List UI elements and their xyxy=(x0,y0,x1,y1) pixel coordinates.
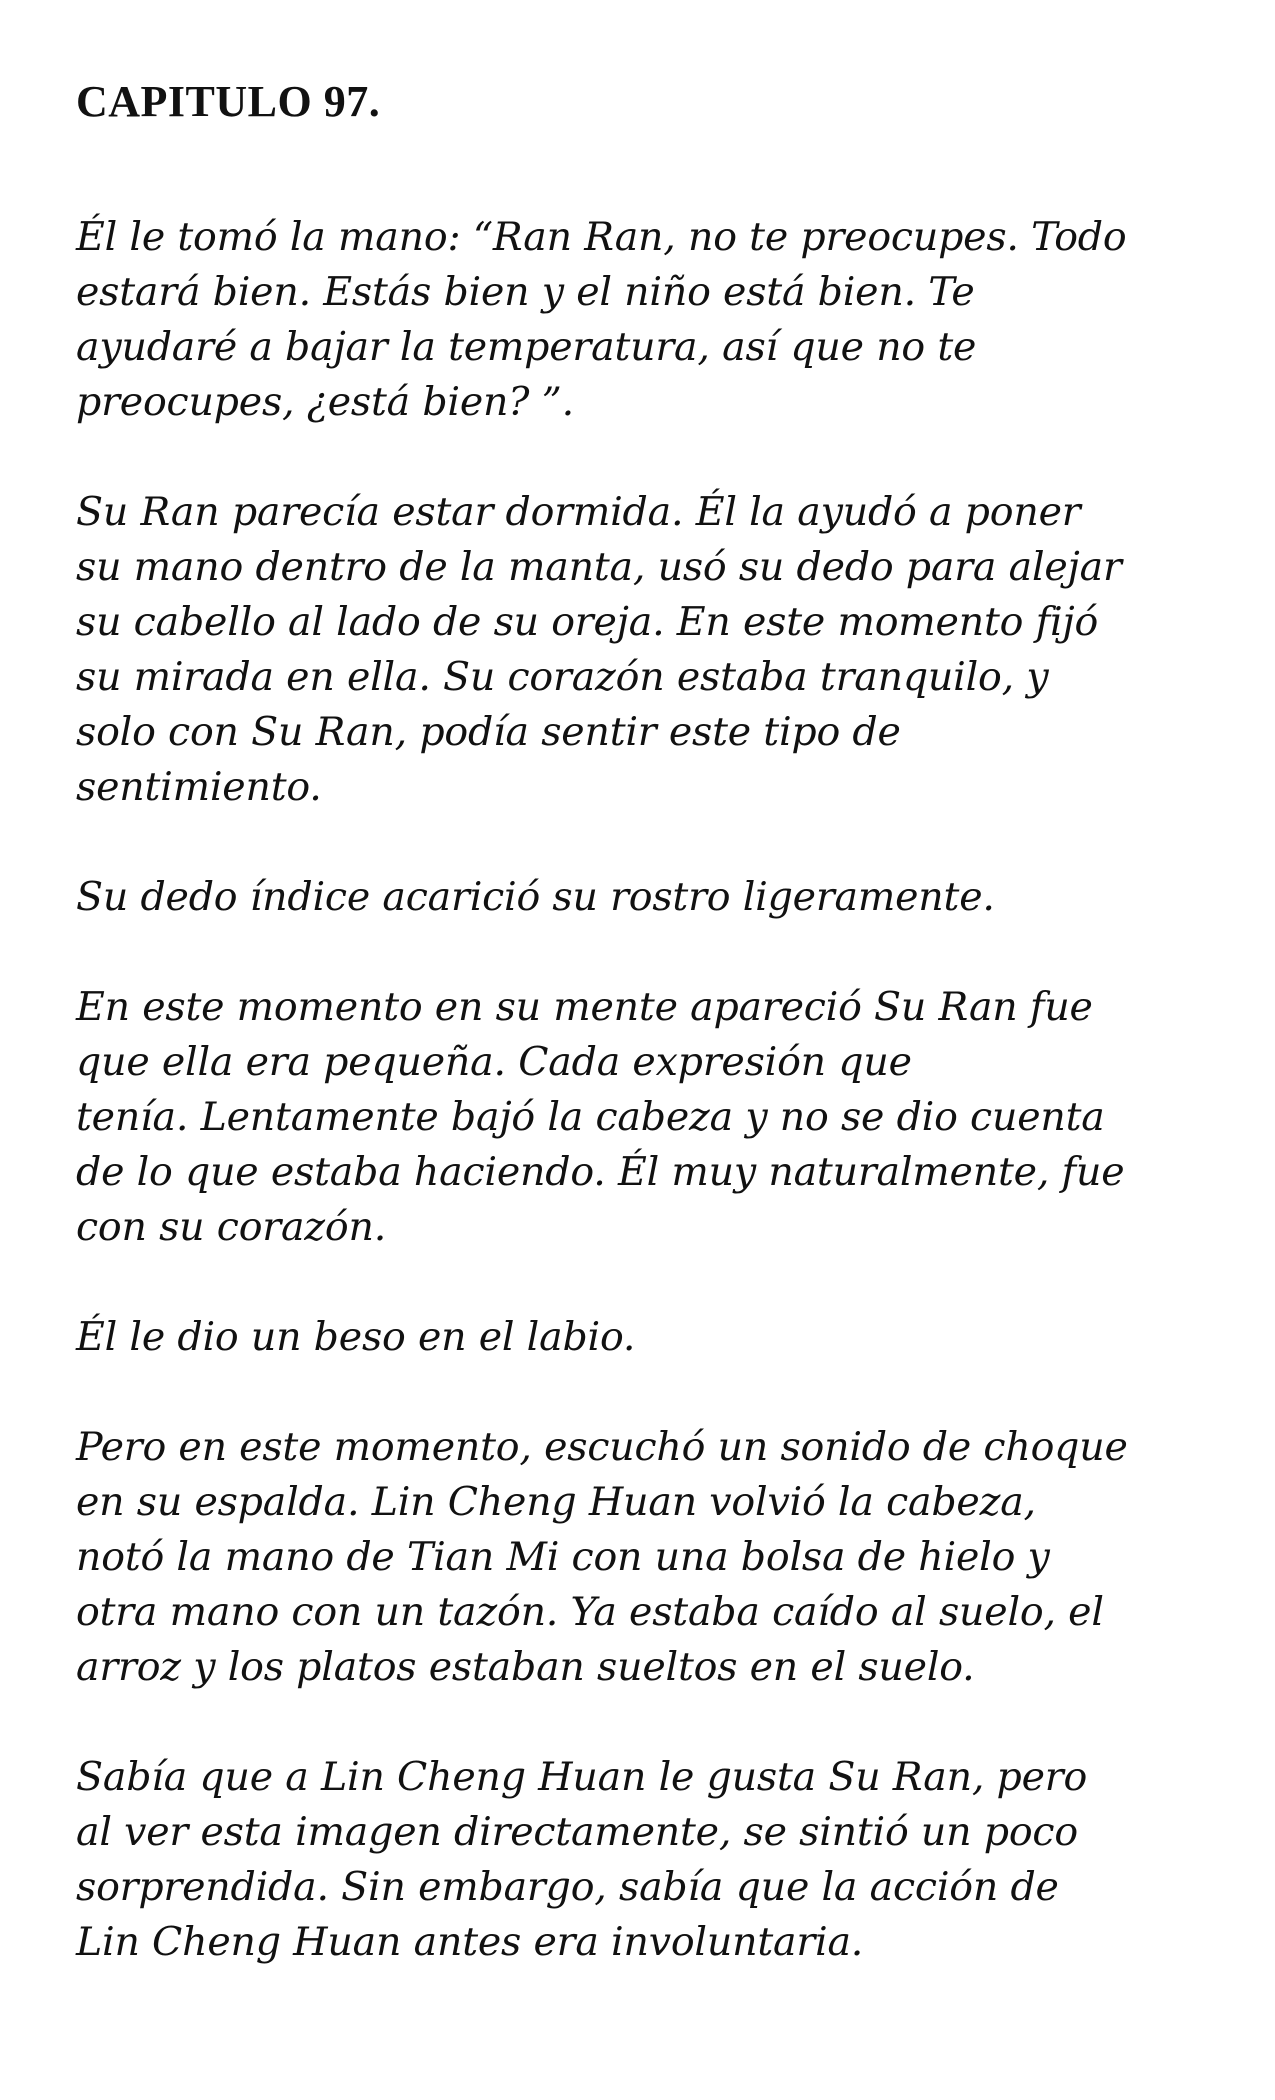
text-line: Sabía que a Lin Cheng Huan le gusta Su Ran, pero xyxy=(76,1754,1088,1800)
text-line: de lo que estaba haciendo. Él muy naturalmente, fue xyxy=(76,1149,1125,1195)
text-line: tenía. Lentamente bajó la cabeza y no se dio cuenta xyxy=(76,1094,1105,1140)
text-line: solo con Su Ran, podía sentir este tipo de xyxy=(76,709,901,755)
text-line: Él le dio un beso en el labio. xyxy=(76,1314,636,1360)
text-line: preocupes, ¿está bien? ”. xyxy=(76,379,574,425)
text-line: notó la mano de Tian Mi con una bolsa de hielo y xyxy=(76,1534,1050,1580)
text-line: sentimiento. xyxy=(76,764,322,810)
text-line: arroz y los platos estaban sueltos en el suelo. xyxy=(76,1644,975,1690)
text-line: estará bien. Estás bien y el niño está bien. Te xyxy=(76,269,975,315)
text-line: que ella era pequeña. Cada expresión que xyxy=(76,1039,912,1085)
paragraph-7 xyxy=(76,1750,1226,1970)
text-line: con su corazón. xyxy=(76,1204,387,1250)
paragraph-1 xyxy=(76,210,1226,430)
paragraph-5 xyxy=(76,1310,1226,1365)
text-line: en su espalda. Lin Cheng Huan volvió la cabeza, xyxy=(76,1479,1036,1525)
paragraph-3 xyxy=(76,870,1226,925)
text-line: Su dedo índice acarició su rostro ligeramente. xyxy=(76,874,995,920)
text-line: En este momento en su mente apareció Su Ran fue xyxy=(76,984,1093,1030)
chapter-title: CAPITULO 97. xyxy=(76,77,381,126)
text-line: su mirada en ella. Su corazón estaba tranquilo, y xyxy=(76,654,1049,700)
text-line: su cabello al lado de su oreja. En este momento fijó xyxy=(76,599,1099,645)
chapter-body xyxy=(76,210,1226,2025)
paragraph-2 xyxy=(76,485,1226,815)
paragraph-4 xyxy=(76,980,1226,1255)
paragraph-6 xyxy=(76,1420,1226,1695)
text-line: Él le tomó la mano: “Ran Ran, no te preocupes. Todo xyxy=(76,214,1127,260)
text-line: Su Ran parecía estar dormida. Él la ayudó a poner xyxy=(76,489,1081,535)
text-line: su mano dentro de la manta, usó su dedo para alejar xyxy=(76,544,1122,590)
text-line: al ver esta imagen directamente, se sintió un poco xyxy=(76,1809,1078,1855)
text-line: Pero en este momento, escuchó un sonido de choque xyxy=(76,1424,1128,1470)
text-line: otra mano con un tazón. Ya estaba caído al suelo, el xyxy=(76,1589,1104,1635)
text-line: ayudaré a bajar la temperatura, así que no te xyxy=(76,324,977,370)
text-line: Lin Cheng Huan antes era involuntaria. xyxy=(76,1919,864,1965)
text-line: sorprendida. Sin embargo, sabía que la acción de xyxy=(76,1864,1059,1910)
